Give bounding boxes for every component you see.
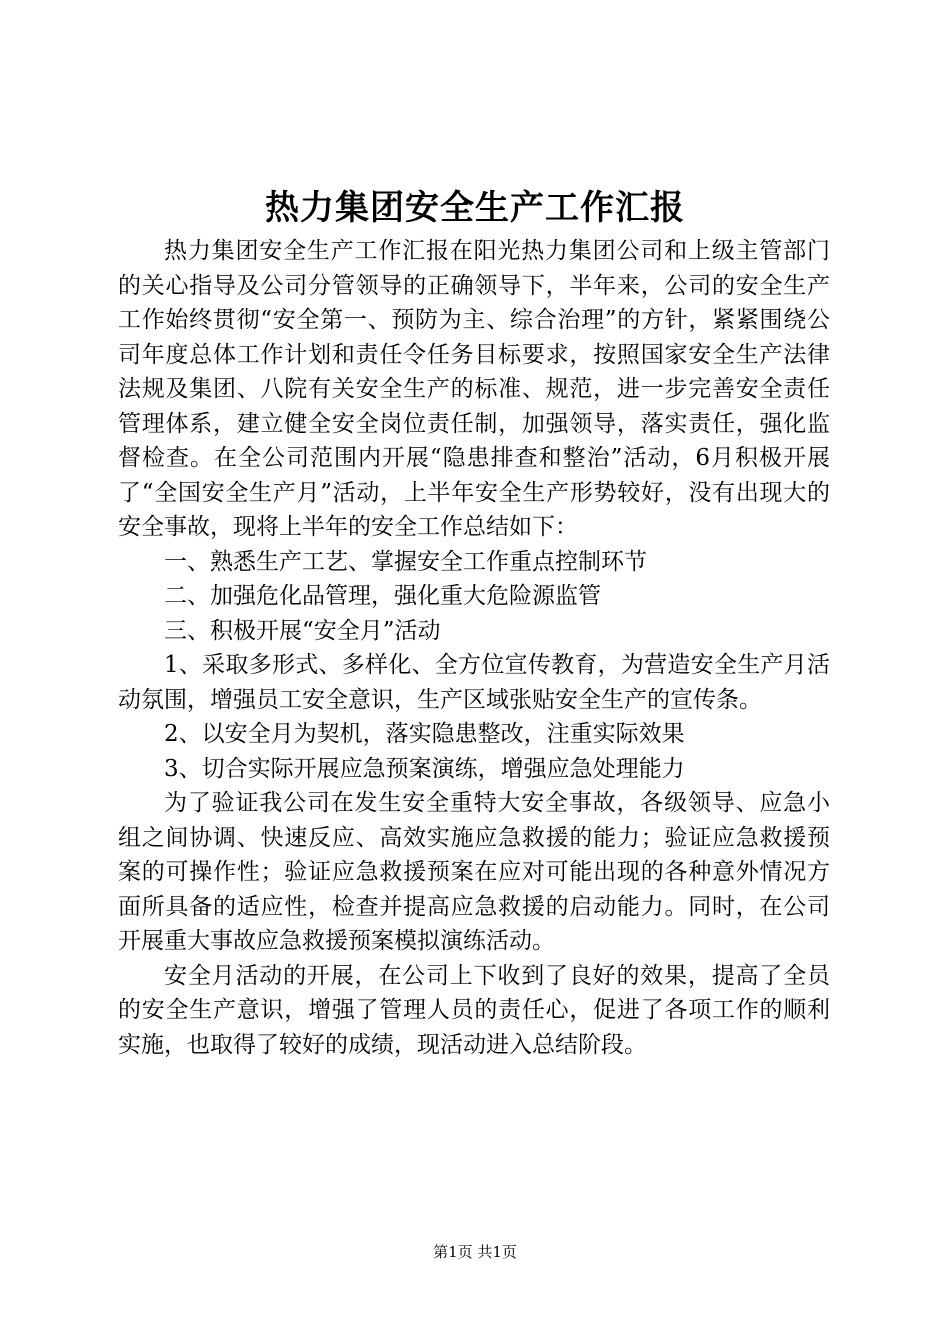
conclusion-paragraph: 安全月活动的开展，在公司上下收到了良好的效果，提高了全员的安全生产意识，增强了管理人员的责任心，促进了各项工作的顺利实施，也取得了较好的成绩，现活动进入总结阶段。 bbox=[118, 962, 830, 1058]
drill-paragraph: 为了验证我公司在发生安全重特大安全事故，各级领导、应急小组之间协调、快速反应、高效实施应急救援的能力；验证应急救援预案的可操作性；验证应急救援预案在应对可能出现的各种意外情况方面所具备的适应性，检查并提高应急救援的启动能力。同时，在公司开展重大事故应急救援预案模拟演练活动。 bbox=[118, 790, 830, 954]
list-item-3: 3、切合实际开展应急预案演练，增强应急处理能力 bbox=[164, 755, 685, 782]
section-heading-3: 三、积极开展“安全月”活动 bbox=[164, 617, 441, 644]
document-body bbox=[118, 234, 830, 1062]
page-footer: 第1页 共1页 bbox=[433, 1243, 517, 1261]
section-heading-2: 二、加强危化品管理，强化重大危险源监管 bbox=[164, 583, 601, 609]
section-heading-1: 一、熟悉生产工艺、掌握安全工作重点控制环节 bbox=[164, 548, 647, 575]
list-item-1: 1、采取多形式、多样化、全方位宣传教育，为营造安全生产月活动氛围，增强员工安全意识，生产区域张贴安全生产的宣传条。 bbox=[118, 652, 830, 713]
document-title: 热力集团安全生产工作汇报 bbox=[265, 188, 685, 228]
list-item-2: 2、以安全月为契机，落实隐患整改，注重实际效果 bbox=[164, 721, 685, 747]
intro-paragraph: 热力集团安全生产工作汇报在阳光热力集团公司和上级主管部门的关心指导及公司分管领导的正确领导下，半年来，公司的安全生产工作始终贯彻“安全第一、预防为主、综合治理”的方针，紧紧围绕公司年度总体工作计划和责任令任务目标要求，按照国家安全生产法律法规及集团、八院有关安全生产的标准、规范，进一步完善安全责任管理体系，建立健全安全岗位责任制，加强领导，落实责任，强化监督检查。在全公司范围内开展“隐患排查和整治”活动，6月积极开展了“全国安全生产月”活动，上半年安全生产形势较好，没有出现大的安全事故，现将上半年的安全工作总结如下： bbox=[118, 238, 830, 540]
